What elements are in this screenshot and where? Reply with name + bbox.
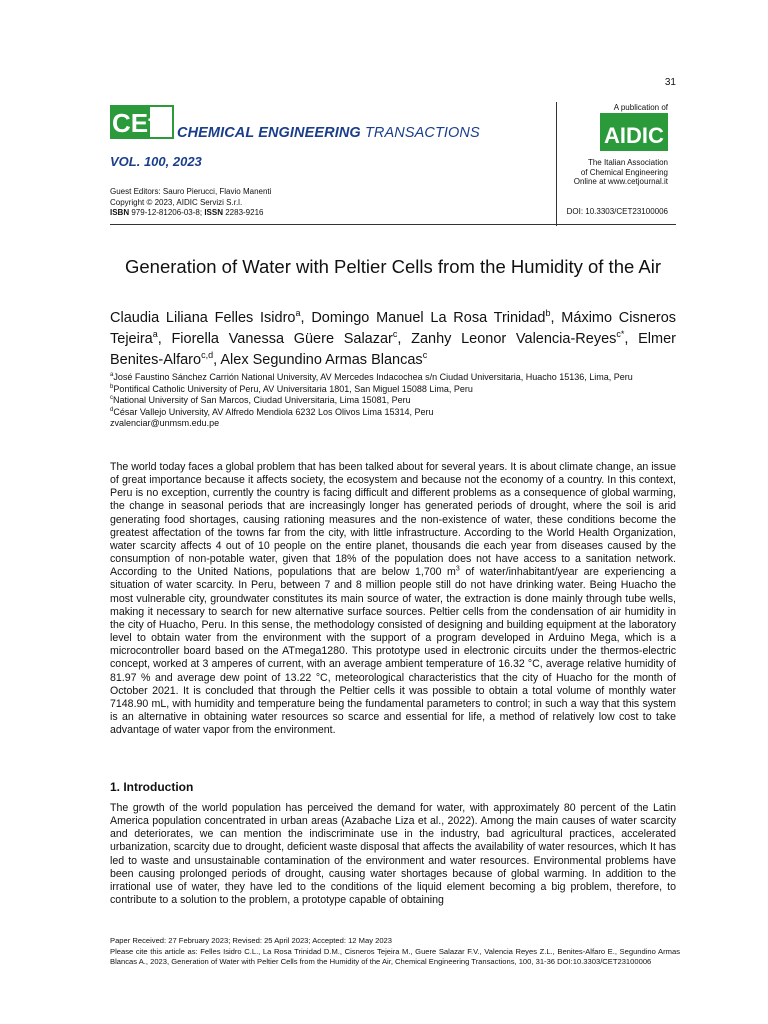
publication-of: A publication of bbox=[613, 103, 668, 112]
copyright: Copyright © 2023, AIDIC Servizi S.r.l. bbox=[110, 197, 243, 207]
author-name: Elmer Benites-Alfaro bbox=[110, 331, 676, 368]
association-line-1: The Italian Association bbox=[587, 158, 668, 167]
affiliation bbox=[110, 372, 650, 384]
author-affiliation-mark: a bbox=[152, 329, 158, 340]
cet-logo bbox=[110, 105, 174, 139]
association-line-2: of Chemical Engineering bbox=[580, 167, 668, 177]
author-affiliation-mark: c bbox=[422, 350, 428, 361]
header-vertical-divider bbox=[556, 102, 557, 226]
journal-name-bold: CHEMICAL ENGINEERING bbox=[177, 125, 361, 141]
affiliation-mark: c bbox=[110, 395, 113, 401]
author bbox=[311, 310, 550, 326]
affiliation bbox=[110, 395, 650, 407]
association-line-3: Online at www.cetjournal.it bbox=[573, 177, 668, 186]
affiliation bbox=[110, 407, 650, 419]
volume: VOL. 100, 2023 bbox=[110, 154, 202, 169]
abstract-text-1: The world today faces a global problem that has been talked about for several years. It is about climate change, an issue of great importance because it affects society, the ecosystem and because not the economy of a country. In this context, Peru is no exception, currently the country is facing difficult and different problems as a consequence of global warming, the change in seasonal periods that are increasingly longer has generated periods of drought, where the soil is arid generating food shortages, causing rationing measures and the non-existence of water, these conditions become the greatest affectation of the towns far from the city, with little infrastructure. According to the World Health Organization, water scarcity affects 4 out of 10 people on the entire planet, thousands die each year from diseases caused by the consumption of non-potable water, given that 18% of the population does not have access to a sanitation network. According to the United Nations, populations that are below 1,700 m bbox=[110, 461, 676, 579]
author bbox=[110, 310, 301, 326]
abstract-text-2: of water/inhabitant/year are experiencing a situation of water scarcity. In Peru, between 7 and 8 million people still do not have drinking water. Being Huacho the most vulnerable city, groundwater constitutes its main source of water, the extraction is done mainly through tube wells, making it necessary to search for new alternative surface sources. Peltier cells from the condensation of air humidity in the city of Huacho, Peru. In this sense, the methodology consisted of designing and building equipment at the laboratory level to obtain water from the environment with the support of a program developed in Arduino Mega, which is a microcontroller board based on the ATmega1280. This prototype used in electronic circuits under the thermos-electric concept, worked at 3 amperes of current, with an average ambient temperature of 16.32 °C, average relative humidity of 81.97 % and average dew point of 13.22 °C, meteorological characteristics that the city of Huacho for the month of October 2021. It is concluded that through the Peltier cells it was possible to obtain a total volume of monthly water 7148.90 mL, with humidity and temperature being the fundamental parameters to control; in such a way that this system is an alternative in obtaining water resources so scarce and essential for life, a method of relatively low cost to take advantage of water vapor from the environment. bbox=[110, 566, 676, 737]
abstract bbox=[110, 461, 676, 737]
author-name: Máximo Cisneros Tejeira bbox=[110, 310, 677, 347]
section-heading: 1. Introduction bbox=[110, 780, 194, 794]
association-info bbox=[574, 158, 668, 187]
header-horizontal-divider bbox=[110, 224, 676, 225]
cet-logo-text: CEt bbox=[112, 108, 157, 138]
affiliation-mark: a bbox=[110, 372, 114, 378]
author-affiliation-mark: c bbox=[392, 329, 398, 340]
author bbox=[171, 331, 397, 347]
abstract-superscript: 3 bbox=[455, 565, 460, 573]
author-name: Domingo Manuel La Rosa Trinidad bbox=[311, 310, 546, 326]
citation: Please cite this article as: Felles Isidro C.L., La Rosa Trinidad D.M., Cisneros Tejeira M., Guere Salazar F.V., Valencia Reyes Z.L., Benites-Alfaro E., Segundino Armas Blancas A., 2023, Generation of Water with Peltier Cells from the Humidity of the Air, Chemical Engineering Transactions, 100, 31-36 DOI:10.3303/CET23100006 bbox=[110, 946, 680, 967]
editorial-info bbox=[110, 187, 271, 219]
author-affiliation-mark: a bbox=[295, 308, 301, 319]
author-affiliation-mark: b bbox=[545, 308, 551, 319]
aidic-logo bbox=[600, 113, 668, 151]
introduction-text: The growth of the world population has perceived the demand for water, with approximately 80 percent of the Latin America population concentrated in urban areas (Azabache Liza et al., 2022). Among the main causes of water scarcity and deteriorates, we can mention the indiscriminate use in the industry, bad agricultural practices, accelerated urbanization, scarcity due to drought, deficient waste disposal that affects the availability of water resources, which It has led to waste and unsustainable contamination of the environment and water resources. Environmental problems have been causing prolonged periods of drought, causing water shortages because of global warming. In addition to the irrational use of water, they have led to the conditions of the liquid element becoming a big problem, therefore, to contribute to a solution to the problem, a prototype capable of obtaining bbox=[110, 802, 676, 907]
guest-editors-label: Guest Editors: bbox=[110, 187, 161, 196]
isbn-issn-line bbox=[110, 208, 271, 219]
guest-editors: Sauro Pierucci, Flavio Manenti bbox=[162, 187, 272, 196]
affiliation-text: National University of San Marcos, Ciudad Universitaria, Lima 15081, Peru bbox=[113, 395, 411, 405]
author-affiliation-mark: c,d bbox=[201, 350, 214, 361]
affiliation-mark: b bbox=[110, 383, 114, 390]
page-number: 31 bbox=[664, 77, 676, 88]
guest-editors-line bbox=[110, 187, 271, 198]
corresponding-email: zvalenciar@unmsm.edu.pe bbox=[110, 418, 220, 428]
article-title: Generation of Water with Peltier Cells from the Humidity of the Air bbox=[124, 256, 662, 277]
affiliation-text: José Faustino Sánchez Carrión National University, AV Mercedes Indacochea s/n Ciudad Universitaria, Huacho 15136, Lima, Peru bbox=[113, 372, 633, 382]
author bbox=[220, 352, 427, 368]
footer bbox=[110, 936, 680, 968]
author-name: Zanhy Leonor Valencia-Reyes bbox=[411, 331, 617, 347]
author-name: Claudia Liliana Felles Isidro bbox=[110, 310, 296, 326]
author-name: Fiorella Vanessa Güere Salazar bbox=[171, 331, 393, 347]
issn: 2283-9216 bbox=[225, 208, 264, 217]
isbn-label: ISBN bbox=[110, 208, 130, 217]
author-name: Alex Segundino Armas Blancas bbox=[220, 352, 423, 368]
affiliation-text: Pontifical Catholic University of Peru, AV Universitaria 1801, San Miguel 15088 Lima, Peru bbox=[113, 383, 473, 394]
journal-name bbox=[177, 125, 480, 141]
isbn: 979-12-81206-03-8; bbox=[131, 208, 203, 217]
paper-dates: Paper Received: 27 February 2023; Revised: 25 April 2023; Accepted: 12 May 2023 bbox=[110, 936, 392, 945]
affiliation-mark: d bbox=[110, 406, 114, 413]
doi: DOI: 10.3303/CET23100006 bbox=[566, 207, 668, 216]
affiliation bbox=[110, 384, 650, 396]
journal-name-rest: TRANSACTIONS bbox=[364, 125, 480, 141]
issn-label: ISSN bbox=[204, 208, 223, 217]
aidic-logo-text: AIDIC bbox=[604, 123, 664, 148]
affiliations bbox=[110, 372, 650, 430]
affiliation-text: César Vallejo University, AV Alfredo Mendiola 6232 Los Olivos Lima 15314, Peru bbox=[113, 406, 434, 417]
author bbox=[411, 331, 624, 347]
author-list: Claudia Liliana Felles Isidro$^a$, Domingo Manuel La Rosa Trinidad$^b$, Máximo Cisneros Tejeira$^a$, Fiorella Vanessa Güere Salazar$^c$, Zanhy Leonor Valencia-Reyes$^{c*}$, Elmer Benites-Alfaro$^{c,d}$, Alex Segundino Armas Blancas$^c$ bbox=[110, 308, 677, 368]
author-affiliation-mark: c* bbox=[616, 329, 625, 340]
